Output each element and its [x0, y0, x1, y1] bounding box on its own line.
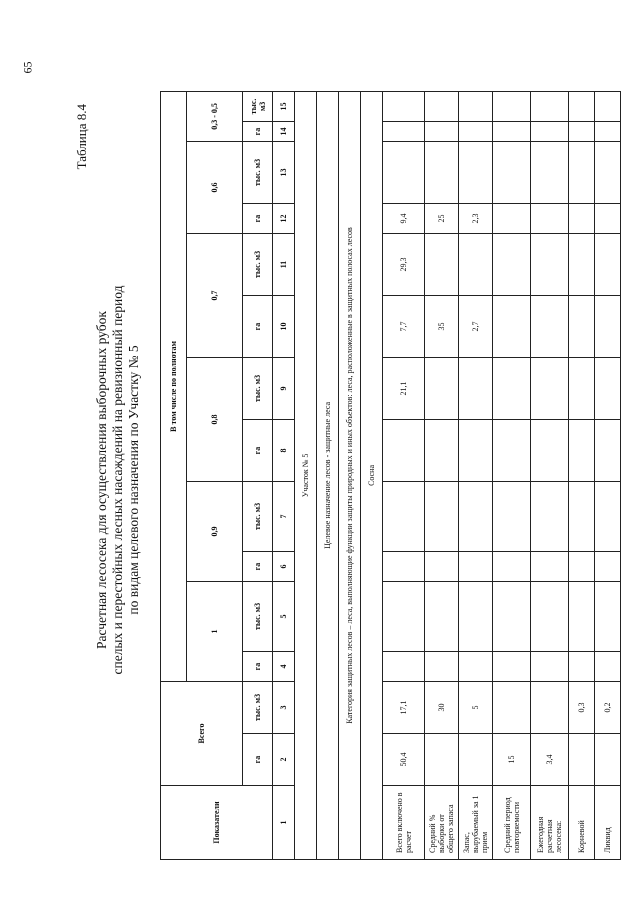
column-number: 12 — [273, 204, 295, 234]
table-cell — [493, 296, 531, 358]
header-unit-ha: га — [243, 734, 273, 786]
table-cell: 17,1 — [383, 682, 425, 734]
table-cell — [531, 234, 569, 296]
table-cell — [459, 142, 493, 204]
table-cell — [425, 582, 459, 652]
row-label: Запас, вырубаемый за 1 прием — [459, 786, 493, 860]
table-cell — [531, 682, 569, 734]
column-number: 10 — [273, 296, 295, 358]
table-cell: 15 — [493, 734, 531, 786]
table-cell — [425, 91, 459, 121]
table-cell — [425, 122, 459, 142]
table-row — [569, 91, 595, 859]
table-cell — [459, 734, 493, 786]
table-cell — [531, 142, 569, 204]
table-cell — [493, 420, 531, 482]
table-cell — [459, 122, 493, 142]
column-number: 1 — [273, 786, 295, 860]
cutting-area-table — [160, 91, 621, 860]
table-cell — [459, 234, 493, 296]
table-cell — [569, 122, 595, 142]
table-cell — [459, 552, 493, 582]
header-total: Всего — [161, 682, 243, 786]
table-cell — [531, 296, 569, 358]
header-group: 0,7 — [187, 234, 243, 358]
table-cell — [531, 652, 569, 682]
table-cell — [425, 482, 459, 552]
table-cell — [383, 142, 425, 204]
table-cell — [493, 358, 531, 420]
table-cell — [493, 682, 531, 734]
section-purpose: Целевое назначение лесов - защитные леса — [317, 91, 339, 859]
table-cell: 2,7 — [459, 296, 493, 358]
section-species: Сосна — [361, 91, 383, 859]
table-cell — [569, 582, 595, 652]
section-category: Категория защитных лесов – леса, выполняющие функции защиты природных и иных объектов: леса, расположенные в защитных полосах лесов — [339, 91, 361, 859]
title-line: по видам целевого назначения по Участку № 5 — [126, 345, 141, 615]
table-cell — [459, 420, 493, 482]
table-cell — [493, 482, 531, 552]
table-cell — [569, 142, 595, 204]
table-cell: 21,1 — [383, 358, 425, 420]
header-group: 0,3 - 0,5 — [187, 91, 243, 141]
column-number: 5 — [273, 582, 295, 652]
table-cell — [595, 122, 621, 142]
table-cell — [383, 420, 425, 482]
header-unit-ha: га — [243, 296, 273, 358]
column-number: 11 — [273, 234, 295, 296]
table-cell: 3,4 — [531, 734, 569, 786]
table-cell — [383, 91, 425, 121]
row-label: Корневой — [569, 786, 595, 860]
table-cell — [595, 420, 621, 482]
row-label: Средний % выборки от общего запаса — [425, 786, 459, 860]
column-number: 15 — [273, 91, 295, 121]
column-number-row — [273, 91, 295, 859]
table-cell — [425, 652, 459, 682]
header-indicator: Показатели — [161, 786, 273, 860]
table-cell — [531, 552, 569, 582]
table-cell — [595, 234, 621, 296]
table-cell — [493, 582, 531, 652]
table-cell — [595, 358, 621, 420]
table-cell: 5 — [459, 682, 493, 734]
table-cell — [531, 482, 569, 552]
row-label: Ликвид — [595, 786, 621, 860]
section-area: Участок № 5 — [295, 91, 317, 859]
header-unit-ha: га — [243, 652, 273, 682]
table-cell — [493, 234, 531, 296]
table-cell — [569, 420, 595, 482]
table-cell — [569, 734, 595, 786]
table-cell — [595, 582, 621, 652]
table-cell — [425, 552, 459, 582]
table-cell — [425, 734, 459, 786]
table-cell: 25 — [425, 204, 459, 234]
column-number: 4 — [273, 652, 295, 682]
column-number: 13 — [273, 142, 295, 204]
header-group: 0,6 — [187, 142, 243, 234]
title-line: Расчетная лесосека для осуществления выборочных рубок — [94, 311, 109, 649]
header-group: 1 — [187, 582, 243, 682]
column-number: 9 — [273, 358, 295, 420]
table-cell — [383, 552, 425, 582]
table-cell — [383, 122, 425, 142]
column-number: 2 — [273, 734, 295, 786]
table-cell — [595, 552, 621, 582]
header-incl-completeness: В том числе по полнотам — [161, 91, 187, 681]
table-cell — [569, 204, 595, 234]
table-row — [459, 91, 493, 859]
table-cell — [595, 204, 621, 234]
table-cell: 50,4 — [383, 734, 425, 786]
header-unit-m3: тыс. м3 — [243, 142, 273, 204]
table-cell — [493, 122, 531, 142]
table-row — [383, 91, 425, 859]
header-unit-m3: тыс. м3 — [243, 234, 273, 296]
header-unit-m3: тыс. м3 — [243, 582, 273, 652]
header-group: 0,8 — [187, 358, 243, 482]
table-cell: 2,3 — [459, 204, 493, 234]
header-unit-m3: тыс. м3 — [243, 482, 273, 552]
column-number: 14 — [273, 122, 295, 142]
table-row — [493, 91, 531, 859]
row-label: Ежегодная расчетная лесосека: — [531, 786, 569, 860]
row-label: Всего включено в расчет — [383, 786, 425, 860]
header-unit-ha: га — [243, 204, 273, 234]
table-cell — [493, 204, 531, 234]
page-number: 65 — [20, 61, 35, 74]
table-cell — [595, 142, 621, 204]
table-row — [425, 91, 459, 859]
table-cell: 0,3 — [569, 682, 595, 734]
table-cell — [493, 91, 531, 121]
table-cell — [569, 552, 595, 582]
table-cell — [383, 582, 425, 652]
header-unit-ha: га — [243, 420, 273, 482]
table-cell — [531, 420, 569, 482]
column-number: 7 — [273, 482, 295, 552]
table-caption: Таблица 8.4 — [74, 104, 89, 170]
table-cell: 0,2 — [595, 682, 621, 734]
column-number: 8 — [273, 420, 295, 482]
header-unit-m3: тыс. м3 — [243, 91, 273, 121]
table-cell — [531, 122, 569, 142]
table-cell — [425, 142, 459, 204]
header-unit-ha: га — [243, 552, 273, 582]
table-cell — [425, 420, 459, 482]
table-cell: 29,3 — [383, 234, 425, 296]
table-cell — [569, 652, 595, 682]
table-cell — [383, 482, 425, 552]
table-cell — [569, 234, 595, 296]
table-cell — [459, 652, 493, 682]
table-cell — [531, 582, 569, 652]
table-cell — [425, 234, 459, 296]
table-cell — [493, 552, 531, 582]
table-cell — [493, 652, 531, 682]
table-title — [94, 100, 142, 860]
table-cell — [569, 296, 595, 358]
table-cell: 30 — [425, 682, 459, 734]
table-cell — [493, 142, 531, 204]
rotated-page-content — [72, 100, 640, 860]
column-number: 3 — [273, 682, 295, 734]
table-row — [531, 91, 569, 859]
header-unit-m3: тыс. м3 — [243, 358, 273, 420]
table-cell — [569, 482, 595, 552]
table-cell — [531, 204, 569, 234]
table-cell: 35 — [425, 296, 459, 358]
table-row — [595, 91, 621, 859]
table-cell — [569, 358, 595, 420]
data-rows — [383, 91, 621, 859]
column-number: 6 — [273, 552, 295, 582]
header-unit-ha: га — [243, 122, 273, 142]
table-cell — [459, 91, 493, 121]
table-cell — [569, 91, 595, 121]
table-cell — [425, 358, 459, 420]
header-unit-m3: тыс. м3 — [243, 682, 273, 734]
table-cell — [531, 358, 569, 420]
table-cell — [459, 482, 493, 552]
table-cell: 9,4 — [383, 204, 425, 234]
table-cell — [383, 652, 425, 682]
table-cell — [595, 734, 621, 786]
table-cell — [459, 582, 493, 652]
row-label: Средний период повторяемости — [493, 786, 531, 860]
table-cell: 7,7 — [383, 296, 425, 358]
table-cell — [531, 91, 569, 121]
table-cell — [595, 296, 621, 358]
title-line: спелых и перестойных лесных насаждений на ревизионный период — [110, 285, 125, 675]
table-cell — [459, 358, 493, 420]
header-group: 0,9 — [187, 482, 243, 582]
table-cell — [595, 652, 621, 682]
table-cell — [595, 91, 621, 121]
table-cell — [595, 482, 621, 552]
